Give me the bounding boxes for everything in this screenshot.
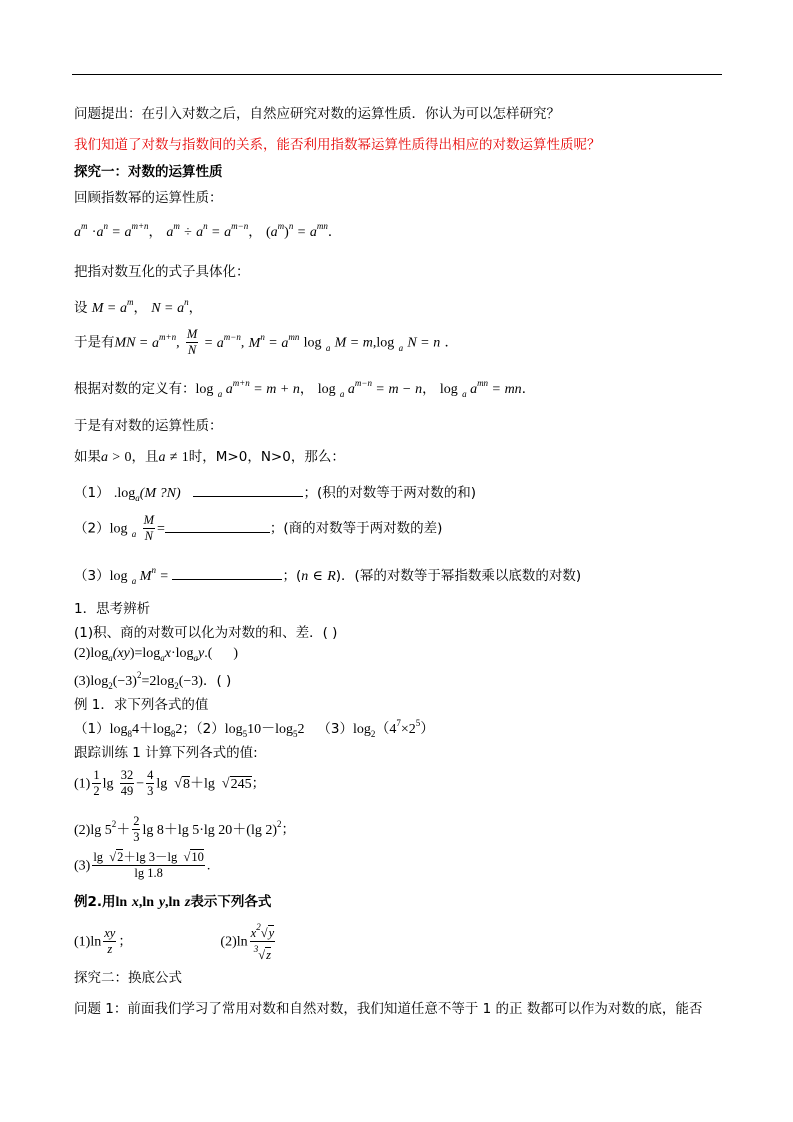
question-1: 问题 1：前面我们学习了常用对数和自然对数，我们知道任意不等于 1 的正 数都可以作为对数的底，能否: [74, 1001, 703, 1017]
definition-line: 根据对数的定义有：log $_a$ $a^{m+n} = m + n$， log $_a$ $a^{m-n} = m - n$， log $_a$ $a^{mn}$ = mn．: [74, 378, 536, 399]
if-label: 如果: [74, 449, 101, 465]
header-rule: [72, 74, 722, 75]
cond-tail: 时，M>0，N>0，那么：: [188, 449, 345, 465]
example2-title: 例2.用ln x,ln y,ln z表示下列各式: [74, 894, 272, 910]
p2-num: （2）: [74, 520, 110, 537]
track-item-2: (2)lg $5^2+$ $\frac{2}{3}$ lg 8＋lg 5·lg 20＋(lg 2)$^2$；: [74, 814, 296, 844]
example1-title: 例 1．求下列各式的值: [74, 697, 209, 713]
think-item-2: $(2)\log_a(xy)=\log_ax\cdot\log_ay$.( ): [74, 646, 239, 663]
example2-items: (1)ln $\frac{xy}{z}$ ； (2)ln $\frac{x^2√y}{^3√z}$: [74, 922, 275, 962]
exponent-rules: $a^m \cdot a^n = a^{m+n}$， $a^m \div a^n = a^{m-n}$， $(a^m)^n = a^{mn}$．: [74, 221, 342, 240]
let-label: 设: [74, 300, 88, 316]
answer-blank-3[interactable]: [172, 567, 282, 580]
think-item-1: (1)积、商的对数可以化为对数的和、差．( ): [74, 625, 338, 641]
review-label: 回顾指数幂的运算性质：: [74, 190, 223, 206]
and-label: ，且: [131, 449, 159, 465]
condition-line: 如果a > 0，且a ≠ 1时，M>0，N>0，那么：: [74, 449, 345, 465]
property-1: （1） $.\log_a(M$ ?N) ；(积的对数等于两对数的和): [74, 485, 477, 503]
think-item-3: $(3)\log_2(-3)^2=2\log_2(-3)$．( ): [74, 670, 232, 691]
think3-tail: ．( ): [202, 673, 232, 689]
explore1-heading: 探究一：对数的运算性质: [74, 164, 223, 180]
example1-items: $(1)\log_84+\log_82$；$(2)\log_510-\log_52$ $(3)\log_2(4^7\times 2^5)$: [74, 718, 435, 739]
question-intro: 问题提出：在引入对数之后，自然应研究对数的运算性质．你认为可以怎样研究？: [74, 106, 560, 122]
answer-blank-2[interactable]: [165, 520, 270, 533]
property-2: （2）log $_a$ $\frac{M}{N}$ = ；(商的对数等于两对数的差): [74, 513, 443, 543]
track-item-3: (3) $\frac{\lg √2+\lg 3-\lg √10}{\lg 1.8}$ .: [74, 850, 211, 880]
p3-num: （3）: [74, 568, 110, 584]
ex2-title: 例2.用: [74, 894, 116, 910]
ex2-tail: 表示下列各式: [190, 894, 272, 910]
let-line: 设 $M = a^m$， $N = a^n$，: [74, 297, 203, 316]
track-item-1: (1) $\frac{1}{2}$ lg $\frac{32}{49}$ − $\frac{4}{3}$ lg √8＋lg √245；: [74, 768, 266, 798]
so-line: 于是有MN = $a^{m+n}$, $\frac{M}{N}$ = $a^{m-n}$, $M^n = a^{mn}$ log $_a$ M = m,log $_a$ N = n ．: [74, 327, 459, 357]
p1-note: ；(积的对数等于两对数的和): [303, 485, 477, 501]
answer-blank-1[interactable]: [193, 484, 303, 497]
track1-title: 跟踪训练 1 计算下列各式的值:: [74, 745, 258, 761]
def-label: 根据对数的定义有：: [74, 381, 196, 397]
p2-note: ；(商的对数等于两对数的差): [269, 520, 443, 537]
concretize-label: 把指对数互化的式子具体化：: [74, 264, 250, 280]
explore2-heading: 探究二：换底公式: [74, 970, 182, 986]
props-label: 于是有对数的运算性质：: [74, 418, 223, 434]
question-red: 我们知道了对数与指数间的关系，能否利用指数幂运算性质得出相应的对数运算性质呢？: [74, 137, 601, 153]
p3-note: ．(幂的对数等于幂指数乘以底数的对数): [341, 568, 582, 584]
property-3: （3）log $_a$ $M^n$ = ；(n ∈ R)．(幂的对数等于幂指数乘以底数的对数): [74, 565, 582, 586]
think-title: 1．思考辨析: [74, 601, 151, 617]
so-label: 于是有: [74, 334, 115, 351]
p1-num: （1）: [74, 485, 110, 501]
